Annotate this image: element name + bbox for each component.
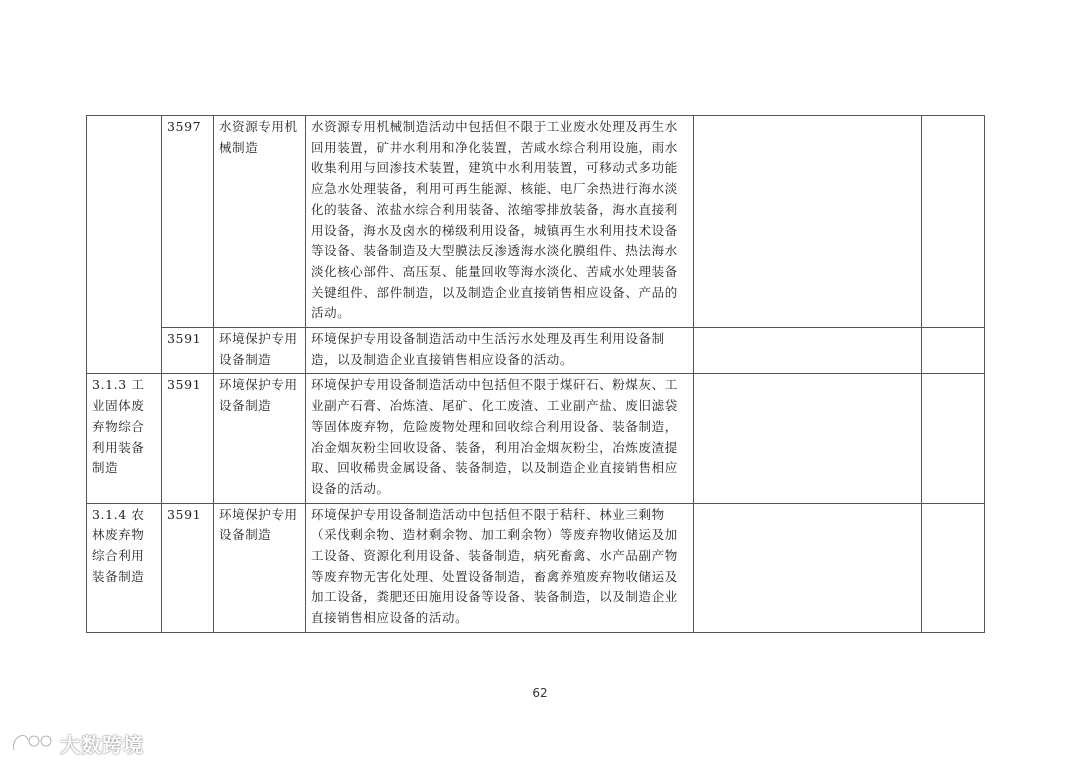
empty-cell (922, 328, 985, 374)
table-row (87, 503, 985, 632)
classification-table (86, 115, 985, 633)
empty-cell (694, 116, 922, 328)
industry-name-cell: 环境保护专用设备制造 (214, 328, 306, 374)
industry-code-cell: 3591 (162, 503, 214, 632)
empty-cell (922, 503, 985, 632)
category-cell: 3.1.4 农林废弃物综合利用装备制造 (87, 503, 162, 632)
empty-cell (922, 116, 985, 328)
watermark-text: 大数跨境 (60, 732, 144, 757)
industry-code-cell: 3591 (162, 328, 214, 374)
category-cell: 3.1.3 工业固体废弃物综合利用装备制造 (87, 374, 162, 503)
industry-name-cell: 环境保护专用设备制造 (214, 374, 306, 503)
page-number: 62 (532, 686, 548, 700)
description-cell: 环境保护专用设备制造活动中包括但不限于秸秆、林业三剩物（采伐剩余物、造材剩余物、加工剩余物）等废弃物收储运及加工设备、资源化利用设备、装备制造，病死畜禽、水产品副产物等废弃物无害化处理、处置设备制造，畜禽养殖废弃物收储运及加工设备，粪肥还田施用设备等设备、装备制造，以及制造企业直接销售相应设备的活动。 (306, 503, 694, 632)
empty-cell (694, 503, 922, 632)
description-cell: 环境保护专用设备制造活动中包括但不限于煤矸石、粉煤灰、工业副产石膏、冶炼渣、尾矿、化工废渣、工业副产盐、废旧滤袋等固体废弃物，危险废物处理和回收综合利用设备、装备制造，冶金烟灰粉尘回收设备、装备，利用冶金烟灰粉尘，冶炼废渣提取、回收稀贵金属设备、装备制造，以及制造企业直接销售相应设备的活动。 (306, 374, 694, 503)
empty-cell (694, 328, 922, 374)
table-row (87, 374, 985, 503)
table-row (87, 328, 985, 374)
watermark-logo-icon (10, 730, 54, 756)
industry-code-cell: 3597 (162, 116, 214, 328)
industry-code-cell: 3591 (162, 374, 214, 503)
category-cell (87, 116, 162, 374)
empty-cell (694, 374, 922, 503)
description-cell: 环境保护专用设备制造活动中生活污水处理及再生利用设备制造，以及制造企业直接销售相应设备的活动。 (306, 328, 694, 374)
industry-name-cell: 环境保护专用设备制造 (214, 503, 306, 632)
watermark (10, 728, 144, 758)
empty-cell (922, 374, 985, 503)
table-row (87, 116, 985, 328)
industry-name-cell: 水资源专用机械制造 (214, 116, 306, 328)
description-cell: 水资源专用机械制造活动中包括但不限于工业废水处理及再生水回用装置，矿井水利用和净化装置，苦咸水综合利用设施，雨水收集利用与回渗技术装置，建筑中水利用装置，可移动式多功能应急水处理装备，利用可再生能源、核能、电厂余热进行海水淡化的装备、浓盐水综合利用装备、浓缩零排放装备，海水直接利用设备，海水及卤水的梯级利用设备，城镇再生水利用技术设备等设备、装备制造及大型膜法反渗透海水淡化膜组件、热法海水淡化核心部件、高压泵、能量回收等海水淡化、苦咸水处理装备关键组件、部件制造，以及制造企业直接销售相应设备、产品的活动。 (306, 116, 694, 328)
